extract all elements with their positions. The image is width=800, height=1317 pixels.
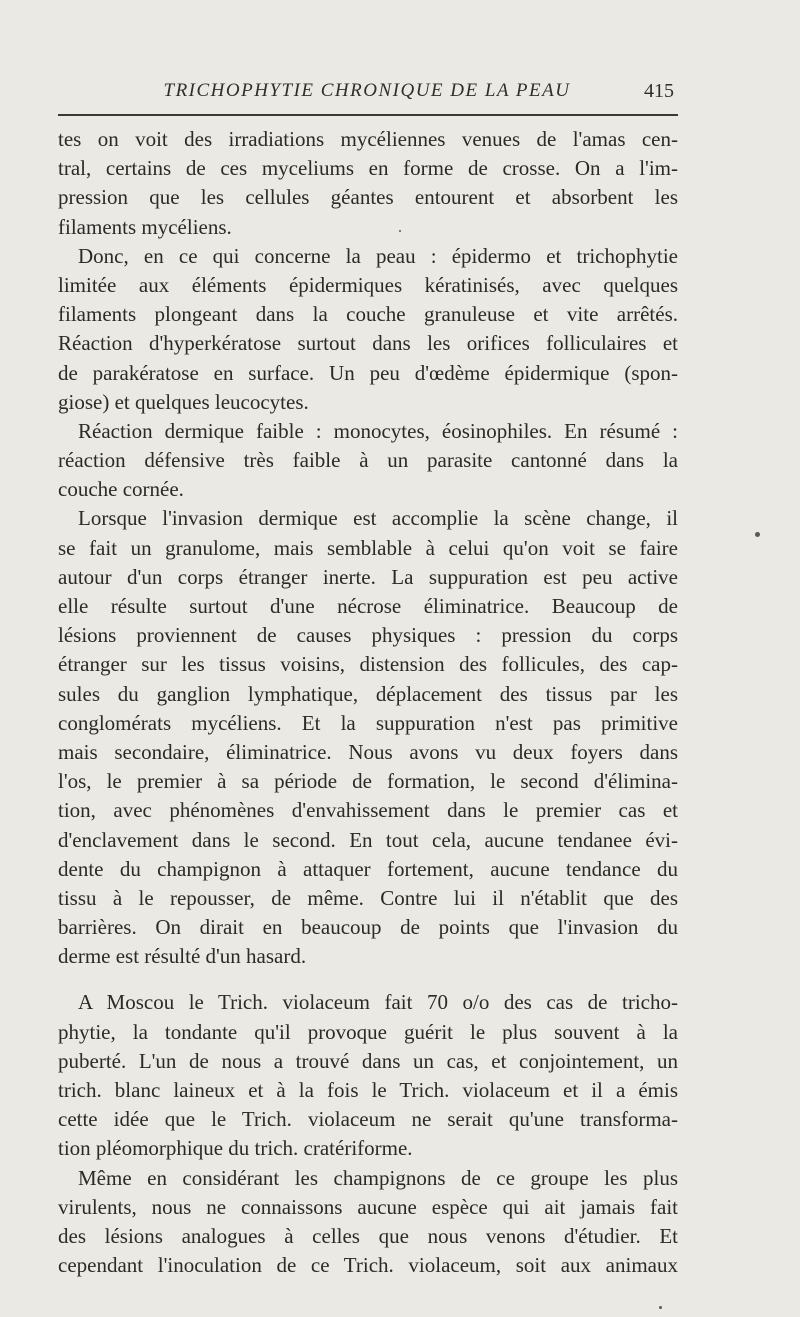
page-number: 415 [644, 80, 674, 102]
text-line: virulents, nous ne connaissons aucune espèce qui ait jamais fait [58, 1194, 678, 1219]
text-line: étranger sur les tissus voisins, distension des follicules, des cap- [58, 652, 678, 677]
text-line: tion pléomorphique du trich. cratériforme. [58, 1136, 413, 1161]
text-line: derme est résulté d'un hasard. [58, 944, 307, 969]
text-line: pression que les cellules géantes entourent et absorbent les [58, 185, 678, 210]
text-line: giose) et quelques leucocytes. [58, 389, 309, 414]
text-line: cependant l'inoculation de ce Trich. violaceum, soit aux animaux [58, 1253, 678, 1278]
text-line: Réaction dermique faible : monocytes, éosinophiles. En résumé : [78, 418, 678, 443]
text-line: puberté. L'un de nous a trouvé dans un cas, et conjointement, un [58, 1048, 678, 1073]
text-line: Même en considérant les champignons de ce groupe les plus [78, 1165, 678, 1190]
text-line: Lorsque l'invasion dermique est accomplie la scène change, il [78, 506, 678, 531]
running-title: TRICHOPHYTIE CHRONIQUE DE LA PEAU [163, 80, 571, 101]
running-head [58, 78, 676, 108]
text-line: autour d'un corps étranger inerte. La suppuration est peu active [58, 564, 678, 589]
ink-speck [659, 1306, 662, 1309]
text-line: sules du ganglion lymphatique, déplacement des tissus par les [58, 681, 678, 706]
text-line: tion, avec phénomènes d'envahissement dans le premier cas et [58, 798, 678, 823]
text-line: Donc, en ce qui concerne la peau : épidermo et trichophytie [78, 243, 678, 268]
text-line: phytie, la tondante qu'il provoque guérit le plus souvent à la [58, 1019, 678, 1044]
text-line: filaments plongeant dans la couche granuleuse et vite arrêtés. [58, 302, 678, 327]
header-rule [58, 114, 678, 116]
text-line: trich. blanc laineux et à la fois le Trich. violaceum et il a émis [58, 1078, 678, 1102]
text-line: des lésions analogues à celles que nous venons d'étudier. Et [58, 1223, 678, 1248]
text-line: elle résulte surtout d'une nécrose éliminatrice. Beaucoup de [58, 594, 678, 618]
text-line: couche cornée. [58, 477, 184, 502]
text-line: d'enclavement dans le second. En tout cela, aucune tendanee évi- [58, 827, 678, 852]
body-text [58, 125, 678, 1280]
text-line: de parakératose en surface. Un peu d'œdème épidermique (spon- [58, 360, 678, 385]
text-line: limitée aux éléments épidermiques kératinisés, avec quelques [58, 272, 678, 297]
text-line: dente du champignon à attaquer fortement, aucune tendance du [58, 856, 678, 881]
text-line: barrières. On dirait en beaucoup de points que l'invasion du [58, 915, 678, 940]
text-line: lésions proviennent de causes physiques : pression du corps [58, 623, 678, 648]
text-line: mais secondaire, éliminatrice. Nous avons vu deux foyers dans [58, 739, 678, 764]
text-line: l'os, le premier à sa période de formation, le second d'élimina- [58, 769, 678, 794]
text-line: tes on voit des irradiations mycéliennes venues de l'amas cen- [58, 127, 678, 151]
text-line: tissu à le repousser, de même. Contre lui il n'établit que des [58, 885, 678, 910]
text-line: se fait un granulome, mais semblable à celui qu'on voit se faire [58, 535, 678, 560]
text-line: conglomérats mycéliens. Et la suppuration n'est pas primitive [58, 710, 678, 735]
text-line: Réaction d'hyperkératose surtout dans les orifices folliculaires et [58, 331, 678, 356]
ink-speck [755, 532, 760, 537]
text-line: tral, certains de ces myceliums en forme de crosse. On a l'im- [58, 156, 678, 181]
text-line: filaments mycéliens. [58, 214, 232, 239]
text-line: cette idée que le Trich. violaceum ne serait qu'une transforma- [58, 1107, 678, 1132]
text-line: A Moscou le Trich. violaceum fait 70 o/o des cas de tricho- [78, 990, 678, 1015]
text-line: réaction défensive très faible à un parasite cantonné dans la [58, 448, 678, 473]
ink-speck [399, 230, 401, 232]
paragraph-gap [58, 971, 678, 988]
